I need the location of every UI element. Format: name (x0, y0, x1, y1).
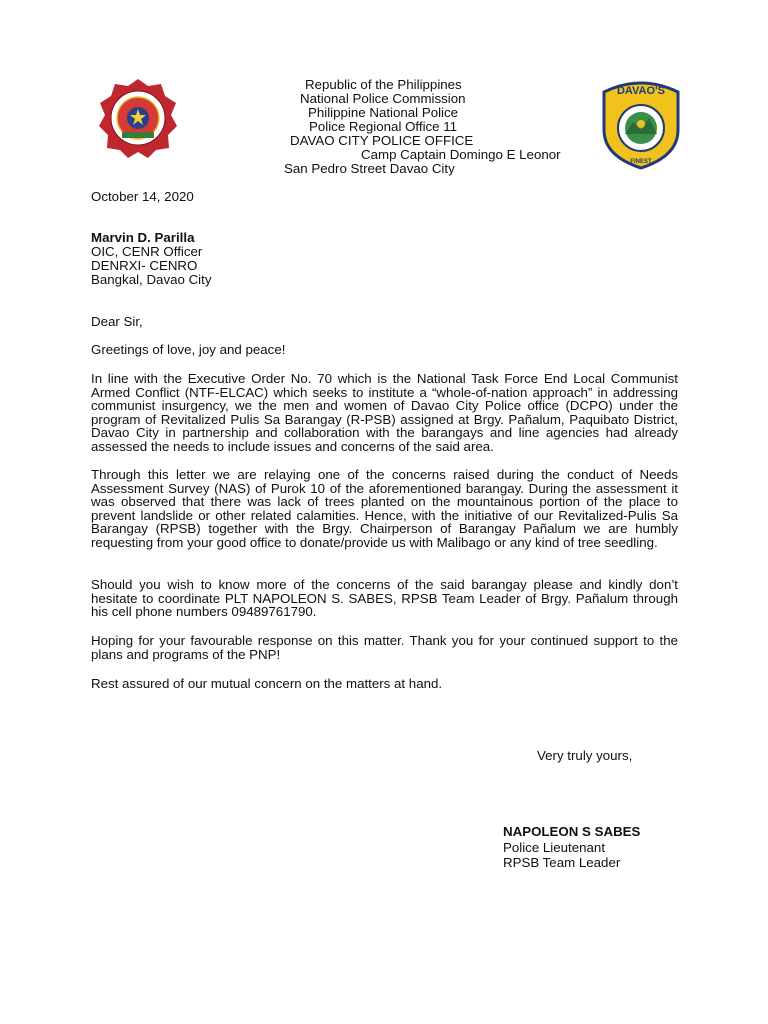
header-line-pro11: Police Regional Office 11 (309, 119, 458, 134)
recipient-office: DENRXI- CENRO (91, 258, 198, 273)
header-line-dcpo: DAVAO CITY POLICE OFFICE (290, 133, 474, 148)
recipient-name: Marvin D. Parilla (91, 230, 195, 245)
header-line-republic: Republic of the Philippines (305, 77, 462, 92)
letter-date: October 14, 2020 (91, 189, 194, 204)
header-line-camp: Camp Captain Domingo E Leonor (361, 147, 561, 162)
signatory-name: NAPOLEON S SABES (503, 824, 641, 839)
closing: Very truly yours, (537, 748, 633, 763)
salutation: Dear Sir, (91, 314, 143, 329)
seal-bottom-label: FINEST (630, 159, 652, 165)
body-paragraph: Should you wish to know more of the concerns of the said barangay please and kindly don’t hesitate to coordinate PLT NAPOLEON S. SABES, RPSB Team Leader of Brgy. Pañalum through his cell phone numbers 09489761790. (91, 577, 678, 620)
recipient-title: OIC, CENR Officer (91, 244, 203, 259)
signatory-position: RPSB Team Leader (503, 855, 621, 870)
body-paragraph: Through this letter we are relaying one of the concerns raised during the conduct of Needs Assessment Survey (NAS) of Purok 10 of the aforementioned barangay. During the assessment it was observed that there was lack of trees planted on the mountainous portion of the place to prevent landslide or other related calamities. Hence, with the initiative of our Revitalized-Pulis Sa Barangay (RPSB) together with the Brgy. Chairperson of Barangay Pañalum we are humbly requesting from your good office to donate/provide us with Malibago or any kind of tree seedling. (91, 467, 678, 550)
signatory-rank: Police Lieutenant (503, 840, 606, 855)
body-paragraph: Hoping for your favourable response on this matter. Thank you for your continued support to the plans and programs of the PNP! (91, 633, 678, 662)
body-paragraph: In line with the Executive Order No. 70 which is the National Task Force End Local Communist Armed Conflict (NTF-ELCAC) which seeks to institute a “whole-of-nation approach” in addressing communist insurgency, we the men and women of Davao City Police office (DCPO) under the program of Revitalized Pulis Sa Barangay (R-PSB) assigned at Brgy. Pañalum, Paquibato District, Davao City in partnership and collaboration with the barangays and line agencies had already assessed the needs to include issues and concerns of the said area. (91, 371, 678, 454)
davaos-finest-seal-icon (600, 78, 682, 170)
header-line-street: San Pedro Street Davao City (284, 161, 455, 176)
body-paragraph: Rest assured of our mutual concern on the matters at hand. (91, 676, 443, 691)
recipient-address: Bangkal, Davao City (91, 272, 212, 287)
seal-top-label: DAVAO'S (616, 85, 666, 97)
header-line-pnp: Philippine National Police (308, 105, 459, 120)
greeting: Greetings of love, joy and peace! (91, 342, 286, 357)
header-line-napolcom: National Police Commission (300, 91, 466, 106)
pnp-seal-icon (98, 78, 178, 158)
